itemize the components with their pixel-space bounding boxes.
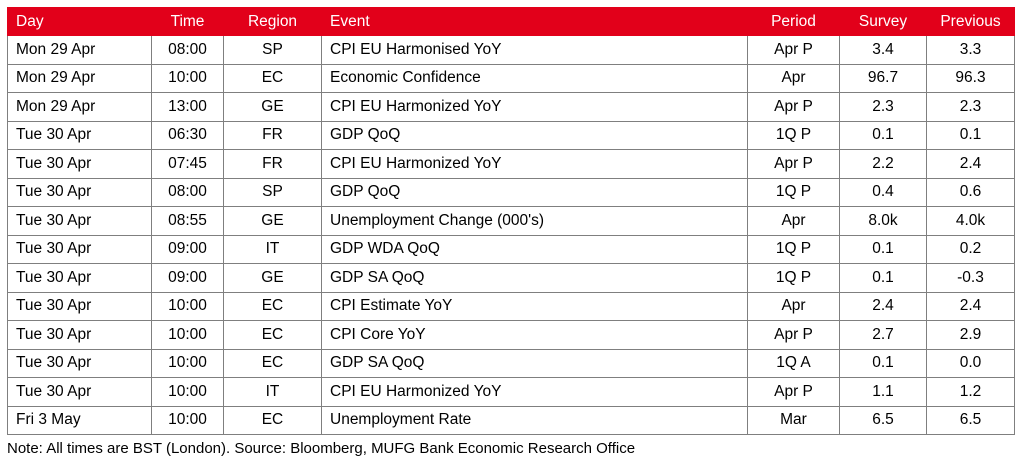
- cell-day: Tue 30 Apr: [8, 349, 152, 378]
- cell-time: 06:30: [152, 121, 224, 150]
- source-note: Note: All times are BST (London). Source: Bloomberg, MUFG Bank Economic Research Office: [7, 440, 636, 457]
- cell-day: Mon 29 Apr: [8, 36, 152, 65]
- cell-previous: -0.3: [927, 264, 1015, 293]
- cell-day: Tue 30 Apr: [8, 292, 152, 321]
- cell-time: 08:00: [152, 178, 224, 207]
- table-row: [8, 235, 1015, 264]
- cell-period: Apr P: [748, 93, 840, 122]
- cell-previous: 96.3: [927, 64, 1015, 93]
- cell-survey: 0.1: [840, 121, 927, 150]
- cell-time: 10:00: [152, 349, 224, 378]
- cell-region: GE: [224, 264, 322, 293]
- cell-event: CPI EU Harmonized YoY: [322, 93, 748, 122]
- cell-day: Tue 30 Apr: [8, 378, 152, 407]
- cell-event: CPI Estimate YoY: [322, 292, 748, 321]
- cell-survey: 2.4: [840, 292, 927, 321]
- table-row: [8, 292, 1015, 321]
- table-row: [8, 406, 1015, 435]
- table-row: [8, 64, 1015, 93]
- cell-previous: 3.3: [927, 36, 1015, 65]
- cell-period: Apr: [748, 64, 840, 93]
- cell-period: 1Q P: [748, 264, 840, 293]
- cell-region: IT: [224, 378, 322, 407]
- cell-period: Apr P: [748, 36, 840, 65]
- cell-survey: 2.3: [840, 93, 927, 122]
- cell-region: EC: [224, 406, 322, 435]
- cell-period: 1Q P: [748, 178, 840, 207]
- cell-day: Tue 30 Apr: [8, 321, 152, 350]
- cell-previous: 4.0k: [927, 207, 1015, 236]
- cell-region: EC: [224, 64, 322, 93]
- cell-day: Tue 30 Apr: [8, 121, 152, 150]
- cell-survey: 1.1: [840, 378, 927, 407]
- cell-previous: 0.0: [927, 349, 1015, 378]
- cell-region: SP: [224, 178, 322, 207]
- cell-day: Mon 29 Apr: [8, 93, 152, 122]
- cell-time: 08:55: [152, 207, 224, 236]
- cell-period: Apr: [748, 292, 840, 321]
- header-region: Region: [224, 8, 322, 36]
- table-row: [8, 150, 1015, 179]
- cell-period: 1Q P: [748, 121, 840, 150]
- economic-calendar-table: [7, 7, 1015, 435]
- table-row: [8, 93, 1015, 122]
- cell-day: Tue 30 Apr: [8, 178, 152, 207]
- cell-previous: 1.2: [927, 378, 1015, 407]
- header-period: Period: [748, 8, 840, 36]
- cell-event: GDP WDA QoQ: [322, 235, 748, 264]
- cell-day: Tue 30 Apr: [8, 235, 152, 264]
- cell-event: GDP QoQ: [322, 121, 748, 150]
- cell-event: Economic Confidence: [322, 64, 748, 93]
- cell-period: Apr P: [748, 321, 840, 350]
- cell-event: GDP SA QoQ: [322, 349, 748, 378]
- cell-time: 10:00: [152, 406, 224, 435]
- cell-previous: 2.4: [927, 292, 1015, 321]
- cell-time: 07:45: [152, 150, 224, 179]
- cell-previous: 0.2: [927, 235, 1015, 264]
- cell-time: 08:00: [152, 36, 224, 65]
- cell-region: IT: [224, 235, 322, 264]
- table-row: [8, 207, 1015, 236]
- cell-survey: 6.5: [840, 406, 927, 435]
- cell-time: 13:00: [152, 93, 224, 122]
- cell-day: Tue 30 Apr: [8, 264, 152, 293]
- cell-region: EC: [224, 321, 322, 350]
- cell-previous: 2.9: [927, 321, 1015, 350]
- cell-event: CPI EU Harmonized YoY: [322, 150, 748, 179]
- table-row: [8, 378, 1015, 407]
- cell-survey: 0.1: [840, 264, 927, 293]
- cell-day: Tue 30 Apr: [8, 207, 152, 236]
- cell-event: CPI EU Harmonized YoY: [322, 378, 748, 407]
- cell-survey: 96.7: [840, 64, 927, 93]
- cell-region: SP: [224, 36, 322, 65]
- cell-day: Mon 29 Apr: [8, 64, 152, 93]
- table-row: [8, 36, 1015, 65]
- cell-region: GE: [224, 207, 322, 236]
- cell-time: 10:00: [152, 292, 224, 321]
- cell-previous: 2.3: [927, 93, 1015, 122]
- cell-period: Apr P: [748, 378, 840, 407]
- cell-previous: 6.5: [927, 406, 1015, 435]
- cell-region: EC: [224, 349, 322, 378]
- table-row: [8, 349, 1015, 378]
- cell-period: Apr P: [748, 150, 840, 179]
- cell-survey: 2.7: [840, 321, 927, 350]
- cell-survey: 8.0k: [840, 207, 927, 236]
- cell-event: CPI EU Harmonised YoY: [322, 36, 748, 65]
- cell-time: 09:00: [152, 235, 224, 264]
- cell-time: 10:00: [152, 321, 224, 350]
- cell-time: 10:00: [152, 64, 224, 93]
- cell-region: EC: [224, 292, 322, 321]
- cell-event: Unemployment Change (000's): [322, 207, 748, 236]
- cell-survey: 0.1: [840, 349, 927, 378]
- header-day: Day: [8, 8, 152, 36]
- cell-period: 1Q P: [748, 235, 840, 264]
- table-row: [8, 264, 1015, 293]
- cell-previous: 0.1: [927, 121, 1015, 150]
- cell-region: GE: [224, 93, 322, 122]
- cell-survey: 0.4: [840, 178, 927, 207]
- cell-day: Fri 3 May: [8, 406, 152, 435]
- cell-survey: 0.1: [840, 235, 927, 264]
- table-row: [8, 178, 1015, 207]
- header-event: Event: [322, 8, 748, 36]
- cell-event: CPI Core YoY: [322, 321, 748, 350]
- header-previous: Previous: [927, 8, 1015, 36]
- cell-event: GDP SA QoQ: [322, 264, 748, 293]
- cell-previous: 0.6: [927, 178, 1015, 207]
- table-row: [8, 321, 1015, 350]
- cell-survey: 2.2: [840, 150, 927, 179]
- cell-previous: 2.4: [927, 150, 1015, 179]
- cell-period: 1Q A: [748, 349, 840, 378]
- cell-region: FR: [224, 150, 322, 179]
- cell-period: Apr: [748, 207, 840, 236]
- header-row: [8, 8, 1015, 36]
- cell-event: Unemployment Rate: [322, 406, 748, 435]
- cell-period: Mar: [748, 406, 840, 435]
- cell-event: GDP QoQ: [322, 178, 748, 207]
- cell-time: 10:00: [152, 378, 224, 407]
- cell-time: 09:00: [152, 264, 224, 293]
- table-row: [8, 121, 1015, 150]
- cell-day: Tue 30 Apr: [8, 150, 152, 179]
- header-time: Time: [152, 8, 224, 36]
- cell-survey: 3.4: [840, 36, 927, 65]
- header-survey: Survey: [840, 8, 927, 36]
- cell-region: FR: [224, 121, 322, 150]
